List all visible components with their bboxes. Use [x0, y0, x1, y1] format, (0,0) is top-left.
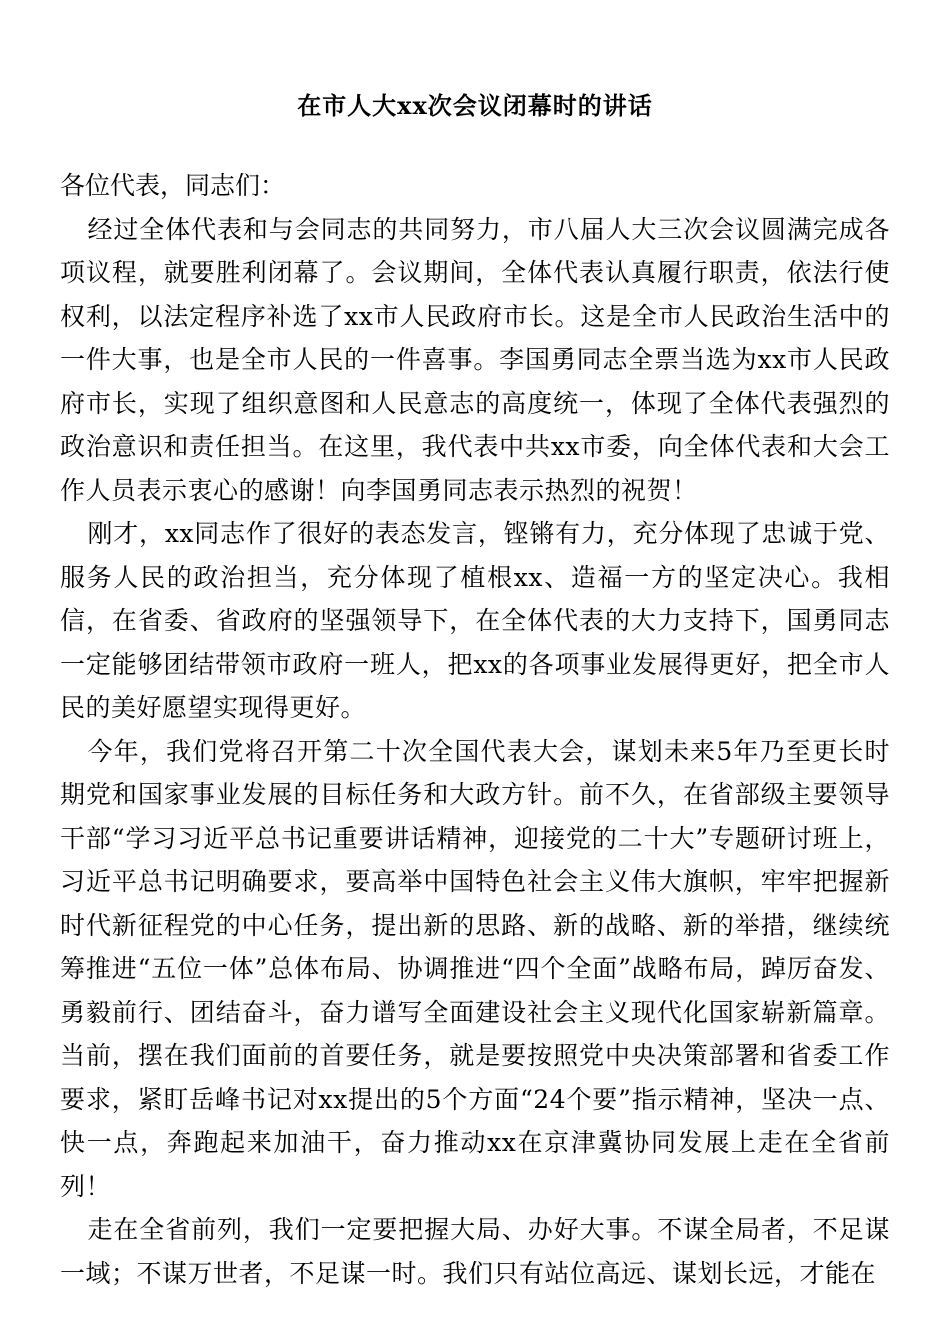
salutation: 各位代表，同志们： [60, 171, 286, 200]
document-page [60, 88, 890, 1295]
paragraph-2: 刚才，xx同志作了很好的表态发言，铿锵有力，充分体现了忠诚于党、服务人民的政治担当，充分体现了植根xx、造福一方的坚定决心。我相信，在省委、省政府的坚强领导下，在全体代表的大力支持下，国勇同志一定能够团结带领市政府一班人，把xx的各项事业发展得更好，把全市人民的美好愿望实现得更好。 [60, 519, 890, 722]
paragraph-3: 今年，我们党将召开第二十次全国代表大会，谋划未来5年乃至更长时期党和国家事业发展的目标任务和大政方针。前不久，在省部级主要领导干部“学习习近平总书记重要讲话精神，迎接党的二十大”专题研讨班上，习近平总书记明确要求，要高举中国特色社会主义伟大旗帜，牢牢把握新时代新征程党的中心任务，提出新的思路、新的战略、新的举措，继续统筹推进“五位一体”总体布局、协调推进“四个全面”战略布局，踔厉奋发、勇毅前行、团结奋斗，奋力谱写全面建设社会主义现代化国家崭新篇章。当前，摆在我们面前的首要任务，就是要按照党中央决策部署和省委工作要求，紧盯岳峰书记对xx提出的5个方面“24个要”指示精神，坚决一点、快一点，奔跑起来加油干，奋力推动xx在京津冀协同发展上走在全省前列！ [60, 736, 890, 1201]
document-title: 在市人大xx次会议闭幕时的讲话 [297, 91, 653, 120]
paragraph-4: 走在全省前列，我们一定要把握大局、办好大事。不谋全局者，不足谋一域；不谋万世者，不足谋一时。我们只有站位高远、谋划长远，才能在 [60, 1215, 890, 1288]
paragraph-1: 经过全体代表和与会同志的共同努力，市八届人大三次会议圆满完成各项议程，就要胜利闭幕了。会议期间，全体代表认真履行职责，依法行使权利，以法定程序补选了xx市人民政府市长。这是全市人民政治生活中的一件大事，也是全市人民的一件喜事。李国勇同志全票当选为xx市人民政府市长，实现了组织意图和人民意志的高度统一，体现了全体代表强烈的政治意识和责任担当。在这里，我代表中共xx市委，向全体代表和大会工作人员表示衷心的感谢！向李国勇同志表示热烈的祝贺！ [60, 214, 890, 505]
